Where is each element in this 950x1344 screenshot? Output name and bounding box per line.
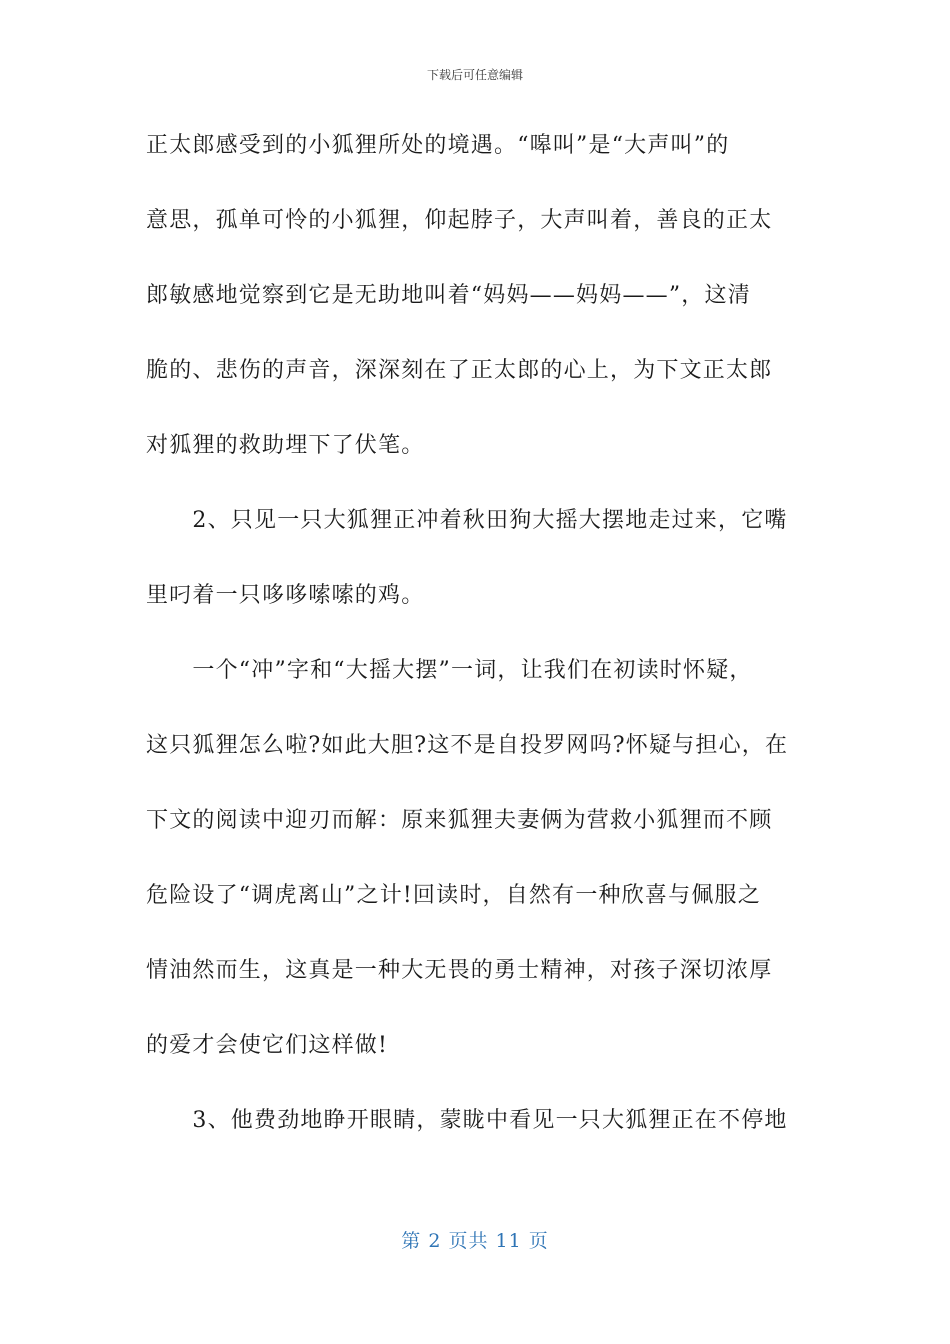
text-line: 危险设了“调虎离山”之计!回读时，自然有一种欣喜与佩服之 xyxy=(146,883,761,908)
text-line: 对狐狸的救助埋下了伏笔。 xyxy=(146,433,425,458)
text-line: 2、只见一只大狐狸正冲着秋田狗大摇大摆地走过来，它嘴 xyxy=(146,508,788,533)
page-number-footer: 第 2 页共 11 页 xyxy=(401,1230,549,1252)
text-line: 的爱才会使它们这样做! xyxy=(146,1033,389,1058)
text-line: 下文的阅读中迎刃而解：原来狐狸夫妻俩为营救小狐狸而不顾 xyxy=(146,808,773,833)
text-line: 郎敏感地觉察到它是无助地叫着“妈妈——妈妈——”，这清 xyxy=(146,283,751,308)
text-line: 正太郎感受到的小狐狸所处的境遇。“嗥叫”是“大声叫”的 xyxy=(146,133,730,158)
text-line: 这只狐狸怎么啦?如此大胆?这不是自投罗网吗?怀疑与担心，在 xyxy=(146,733,789,758)
text-line: 一个“冲”字和“大摇大摆”一词，让我们在初读时怀疑， xyxy=(146,658,753,683)
text-line: 意思，孤单可怜的小狐狸，仰起脖子，大声叫着，善良的正太 xyxy=(146,208,773,233)
text-line: 脆的、悲伤的声音，深深刻在了正太郎的心上，为下文正太郎 xyxy=(146,358,773,383)
text-line: 3、他费劲地睁开眼睛，蒙眬中看见一只大狐狸正在不停地 xyxy=(146,1108,788,1133)
text-line: 情油然而生，这真是一种大无畏的勇士精神，对孩子深切浓厚 xyxy=(146,958,773,983)
document-body xyxy=(146,124,806,1174)
text-line: 里叼着一只哆哆嗦嗦的鸡。 xyxy=(146,583,425,608)
page-header: 下载后可任意编辑 xyxy=(426,68,523,82)
